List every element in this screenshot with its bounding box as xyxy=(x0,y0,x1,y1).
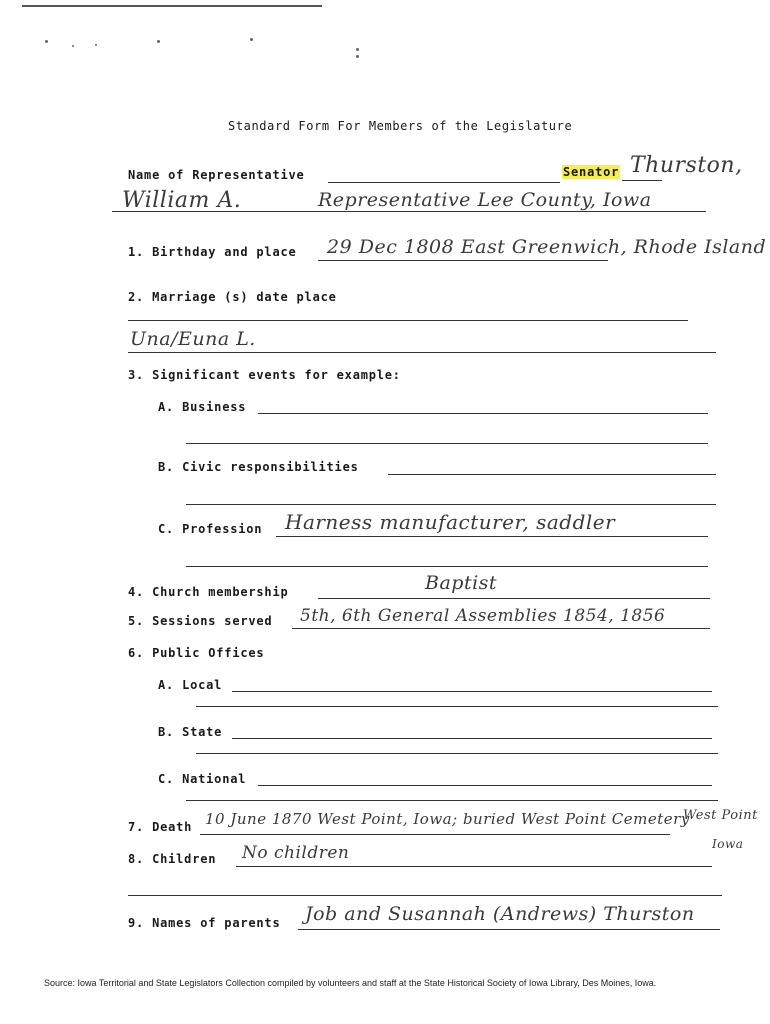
profession-label: C. Profession xyxy=(158,522,263,536)
death-hw-3: Iowa xyxy=(712,837,744,851)
birthday-hw: 29 Dec 1808 East Greenwich, Rhode Island xyxy=(327,236,767,258)
events-label: 3. Significant events for example: xyxy=(128,368,401,382)
civic-label: B. Civic responsibilities xyxy=(158,460,359,474)
parents-rule xyxy=(298,929,720,930)
speck xyxy=(250,38,253,41)
marriage-rule xyxy=(128,320,688,321)
name-rule xyxy=(328,182,560,183)
death-label: 7. Death xyxy=(128,820,193,834)
national-rule-2 xyxy=(186,800,718,801)
speck xyxy=(157,40,160,43)
national-label: C. National xyxy=(158,772,247,786)
name-label: Name of Representative xyxy=(128,168,305,182)
local-rule xyxy=(232,691,712,692)
speck xyxy=(356,48,359,51)
national-rule xyxy=(258,785,712,786)
birthday-label: 1. Birthday and place xyxy=(128,245,297,259)
local-label: A. Local xyxy=(158,678,223,692)
children-rule xyxy=(236,866,712,867)
senator-label: Senator xyxy=(563,165,620,179)
parents-label: 9. Names of parents xyxy=(128,916,281,930)
children-label: 8. Children xyxy=(128,852,217,866)
church-label: 4. Church membership xyxy=(128,585,289,599)
name-rule-2 xyxy=(112,211,706,212)
state-rule xyxy=(232,738,712,739)
profession-rule-2 xyxy=(186,566,708,567)
local-rule-2 xyxy=(196,706,718,707)
parents-hw: Job and Susannah (Andrews) Thurston xyxy=(305,903,695,925)
death-hw-2: West Point xyxy=(683,808,758,823)
civic-rule-2 xyxy=(186,504,716,505)
marriage-label: 2. Marriage (s) date place xyxy=(128,290,337,304)
sessions-label: 5. Sessions served xyxy=(128,614,273,628)
sessions-hw: 5th, 6th General Assemblies 1854, 1856 xyxy=(300,606,666,626)
church-rule xyxy=(318,598,710,599)
profession-hw: Harness manufacturer, saddler xyxy=(285,510,616,534)
civic-rule xyxy=(388,474,716,475)
speck xyxy=(95,44,97,46)
marriage-rule-2 xyxy=(128,352,716,353)
death-rule xyxy=(200,834,670,835)
birthday-rule xyxy=(318,260,608,261)
church-hw: Baptist xyxy=(425,572,498,594)
county-hw: Representative Lee County, Iowa xyxy=(318,189,652,211)
state-rule-2 xyxy=(196,753,718,754)
state-label: B. State xyxy=(158,725,223,739)
children-rule-2 xyxy=(128,895,722,896)
sessions-rule xyxy=(292,628,710,629)
source-note: Source: Iowa Territorial and State Legislators Collection compiled by volunteers and staff at the State Historical Society of Iowa Library, Des Moines, Iowa. xyxy=(44,978,657,988)
speck xyxy=(45,40,48,43)
form-title: Standard Form For Members of the Legislature xyxy=(228,119,573,133)
business-label: A. Business xyxy=(158,400,247,414)
senator-rule xyxy=(622,180,662,181)
business-rule xyxy=(258,413,708,414)
senator-name-hw: Thurston, xyxy=(630,153,743,178)
profession-rule xyxy=(276,536,708,537)
death-hw: 10 June 1870 West Point, Iowa; buried West Point Cemetery xyxy=(205,810,690,828)
speck xyxy=(356,55,359,58)
business-rule-2 xyxy=(186,443,708,444)
offices-label: 6. Public Offices xyxy=(128,646,265,660)
top-border-line xyxy=(22,5,322,7)
children-hw: No children xyxy=(242,843,350,863)
marriage-hw: Una/Euna L. xyxy=(130,328,256,350)
speck xyxy=(72,45,74,47)
first-name-hw: William A. xyxy=(122,188,242,213)
